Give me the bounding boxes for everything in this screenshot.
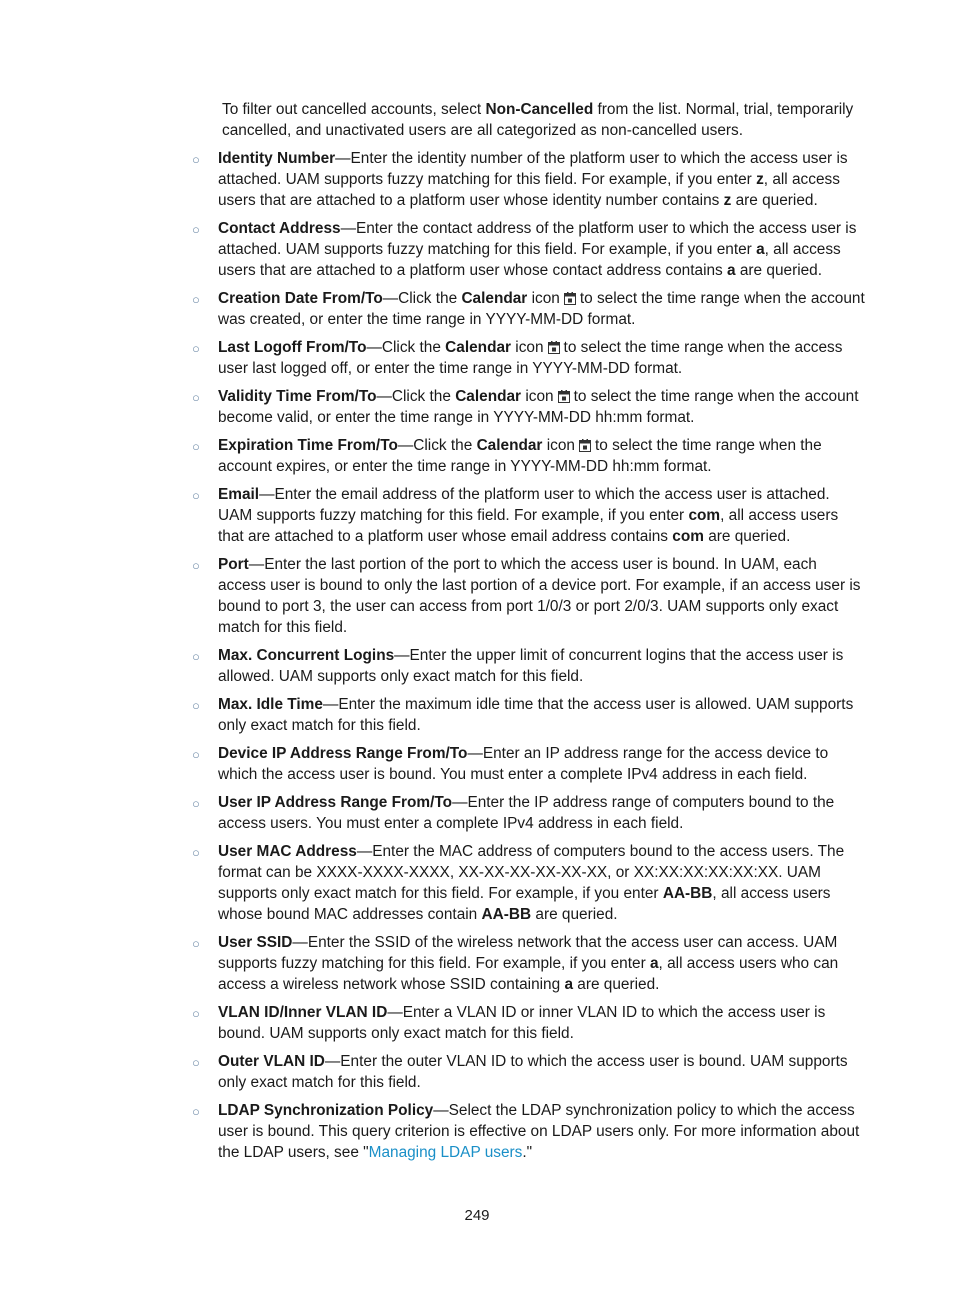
list-item-validity-time xyxy=(190,386,867,428)
item-text: are queried. xyxy=(703,528,791,545)
item-bold: Calendar xyxy=(461,290,528,307)
term-label: Contact Address xyxy=(218,220,341,237)
list-item-user-ip-range xyxy=(190,792,867,834)
calendar-icon xyxy=(579,439,591,452)
bullet-icon: ○ xyxy=(192,292,200,307)
item-bold: AA-BB xyxy=(662,885,713,902)
intro-text-1: To filter out cancelled accounts, select xyxy=(222,101,486,118)
list-item-expiration-time xyxy=(190,435,867,477)
item-bold: z xyxy=(723,192,732,209)
calendar-icon xyxy=(548,341,560,354)
bullet-icon: ○ xyxy=(192,747,200,762)
bullet-icon: ○ xyxy=(192,390,200,405)
term-label: Identity Number xyxy=(218,150,336,167)
list-item-creation-date xyxy=(190,288,867,330)
item-text: —Enter the maximum idle time that the access user is allowed. UAM supports only exact match for this field. xyxy=(218,696,854,734)
item-text: —Click the xyxy=(366,339,446,356)
term-label: User IP Address Range From/To xyxy=(218,794,453,811)
item-bold: a xyxy=(756,241,765,258)
term-label: User SSID xyxy=(218,934,293,951)
item-text: —Enter the identity number of the platform user to which the access user is attached. UAM supports fuzzy matching for this field. For example, if you enter xyxy=(218,150,848,188)
bullet-icon: ○ xyxy=(192,222,200,237)
bullet-icon: ○ xyxy=(192,845,200,860)
item-text: , all access users whose bound MAC addresses contain xyxy=(218,885,831,923)
bullet-icon: ○ xyxy=(192,698,200,713)
term-label: Expiration Time From/To xyxy=(218,437,398,454)
item-text: —Enter the IP address range of computers bound to the access users. You must enter a complete IPv4 address in each field. xyxy=(218,794,835,832)
bullet-icon: ○ xyxy=(192,1006,200,1021)
item-text: —Enter the SSID of the wireless network that the access user can access. UAM supports fuzzy matching for this field. For example, if you enter xyxy=(218,934,838,972)
term-label: Validity Time From/To xyxy=(218,388,377,405)
list-item-last-logoff xyxy=(190,337,867,379)
list-item-user-ssid xyxy=(190,932,867,995)
page-number: 249 xyxy=(464,1207,490,1224)
item-bold: Calendar xyxy=(476,437,543,454)
item-text: —Click the xyxy=(376,388,456,405)
bullet-icon: ○ xyxy=(192,341,200,356)
list-item-identity-number xyxy=(190,148,867,211)
query-criteria-list xyxy=(190,148,867,1170)
item-text: —Click the xyxy=(397,437,477,454)
item-bold: com xyxy=(688,507,721,524)
item-text: are queried. xyxy=(573,976,660,993)
term-label: Max. Concurrent Logins xyxy=(218,647,395,664)
item-text: icon xyxy=(521,388,554,405)
calendar-icon xyxy=(558,390,570,403)
term-label: Port xyxy=(218,556,249,573)
item-text: to select the time range when the account become valid, or enter the time range in YYYY-MM-DD hh:mm format. xyxy=(218,388,859,426)
bullet-icon: ○ xyxy=(192,439,200,454)
bullet-icon: ○ xyxy=(192,488,200,503)
intro-bold-non-cancelled: Non-Cancelled xyxy=(485,101,594,118)
list-item-device-ip-range xyxy=(190,743,867,785)
bullet-icon: ○ xyxy=(192,649,200,664)
term-label: Creation Date From/To xyxy=(218,290,383,307)
item-text: —Enter the contact address of the platform user to which the access user is attached. UAM supports fuzzy matching for this field. For example, if you enter xyxy=(218,220,857,258)
item-bold: Calendar xyxy=(455,388,522,405)
item-bold: a xyxy=(727,262,736,279)
bullet-icon: ○ xyxy=(192,1104,200,1119)
item-text: to select the time range when the account expires, or enter the time range in YYYY-MM-DD hh:mm format. xyxy=(218,437,822,475)
item-bold: AA-BB xyxy=(481,906,532,923)
item-text: , all access users who can access a wireless network whose SSID containing xyxy=(218,955,839,993)
list-item-max-idle-time xyxy=(190,694,867,736)
item-text: —Click the xyxy=(382,290,462,307)
bullet-icon: ○ xyxy=(192,936,200,951)
item-text: to select the time range when the account was created, or enter the time range in YYYY-MM-DD format. xyxy=(218,290,865,328)
item-text: —Enter the MAC address of computers bound to the access users. The format can be XXXX-XXXX-XXXX, XX-XX-XX-XX-XX-XX, or XX:XX:XX:XX:XX:XX. UAM supports only exact match for this field. For example, if you enter xyxy=(218,843,845,902)
bullet-icon: ○ xyxy=(192,152,200,167)
item-text: —Enter the last portion of the port to which the access user is bound. In UAM, each access user is bound to only the last portion of a device port. For example, if an access user is bound to port 3, the user can access from port 1/0/3 or port 2/0/3. UAM supports only exact match for this field. xyxy=(218,556,861,636)
item-text: are queried. xyxy=(731,192,818,209)
item-text: —Enter a VLAN ID or inner VLAN ID to which the access user is bound. UAM supports only exact match for this field. xyxy=(218,1004,826,1042)
bullet-icon: ○ xyxy=(192,796,200,811)
list-item-outer-vlan-id xyxy=(190,1051,867,1093)
intro-paragraph xyxy=(222,99,867,141)
term-label: Outer VLAN ID xyxy=(218,1053,325,1070)
term-label: Email xyxy=(218,486,260,503)
item-text: —Enter an IP address range for the access device to which the access user is bound. You must enter a complete IPv4 address in each field. xyxy=(218,745,829,783)
term-label: LDAP Synchronization Policy xyxy=(218,1102,434,1119)
item-text: —Enter the email address of the platform user to which the access user is attached. UAM supports fuzzy matching for this field. For example, if you enter xyxy=(218,486,830,524)
list-item-contact-address xyxy=(190,218,867,281)
item-text: , all access users that are attached to a platform user whose email address contains xyxy=(218,507,839,545)
list-item-user-mac-address xyxy=(190,841,867,925)
item-text: —Enter the upper limit of concurrent logins that the access user is allowed. UAM supports only exact match for this field. xyxy=(218,647,844,685)
item-text: —Enter the outer VLAN ID to which the access user is bound. UAM supports only exact match for this field. xyxy=(218,1053,848,1091)
item-text: ." xyxy=(522,1144,533,1161)
item-text: icon xyxy=(542,437,575,454)
intro-text-2: from the list. Normal, trial, temporarily cancelled, and unactivated users are all categorized as non-cancelled users. xyxy=(222,101,854,139)
item-text: , all access users that are attached to a platform user whose contact address contains xyxy=(218,241,841,279)
list-item-email xyxy=(190,484,867,547)
term-label: User MAC Address xyxy=(218,843,357,860)
term-label: VLAN ID/Inner VLAN ID xyxy=(218,1004,388,1021)
item-text: icon xyxy=(511,339,544,356)
term-label: Max. Idle Time xyxy=(218,696,323,713)
managing-ldap-users-link[interactable]: Managing LDAP users xyxy=(368,1144,523,1161)
item-text: are queried. xyxy=(531,906,618,923)
item-bold: com xyxy=(672,528,704,545)
list-item-max-concurrent-logins xyxy=(190,645,867,687)
list-item-ldap-sync-policy xyxy=(190,1100,867,1163)
list-item-vlan-id xyxy=(190,1002,867,1044)
item-text: —Select the LDAP synchronization policy to which the access user is bound. This query criterion is effective on LDAP users only. For more information about the LDAP users, see " xyxy=(218,1102,860,1161)
item-text: are queried. xyxy=(735,262,823,279)
bullet-icon: ○ xyxy=(192,1055,200,1070)
item-bold: a xyxy=(564,976,574,993)
item-bold: z xyxy=(756,171,764,188)
term-label: Device IP Address Range From/To xyxy=(218,745,468,762)
item-text: icon xyxy=(527,290,560,307)
item-bold: Calendar xyxy=(445,339,512,356)
term-label: Last Logoff From/To xyxy=(218,339,367,356)
item-text: to select the time range when the access user last logged off, or enter the time range in YYYY-MM-DD format. xyxy=(218,339,843,377)
bullet-icon: ○ xyxy=(192,558,200,573)
list-item-port xyxy=(190,554,867,638)
calendar-icon xyxy=(564,292,576,305)
item-bold: a xyxy=(649,955,659,972)
item-text: , all access users that are attached to a platform user whose identity number contains xyxy=(218,171,840,209)
